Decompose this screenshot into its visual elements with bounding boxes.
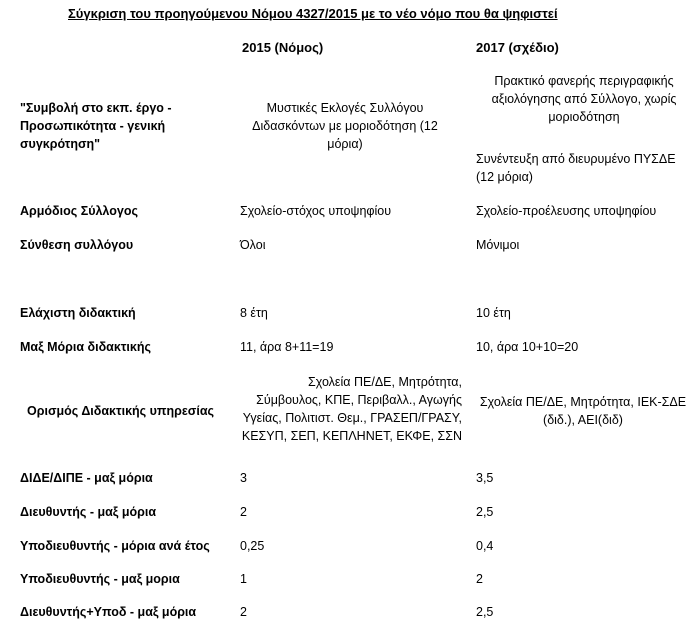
row-director-deputy-max-2015: 2 bbox=[240, 605, 247, 619]
row-min-teaching-2015: 8 έτη bbox=[240, 306, 268, 320]
row-label-responsible-council: Αρμόδιος Σύλλογος bbox=[20, 204, 138, 218]
row-label-teaching-service-definition: Ορισμός Διδακτικής υπηρεσίας bbox=[27, 404, 214, 418]
row-label-council-composition: Σύνθεση συλλόγου bbox=[20, 238, 134, 252]
column-header-2015: 2015 (Νόμος) bbox=[242, 40, 324, 55]
row-director-max-2017: 2,5 bbox=[476, 505, 494, 519]
row-contribution-2017-b: Συνέντευξη από διευρυμένο ΠΥΣΔΕ (12 μόρια) bbox=[476, 152, 676, 184]
row-teaching-service-definition-2015: Σχολεία ΠΕ/ΔΕ, Μητρότητα, Σύμβουλος, ΚΠΕ, Περιβαλλ., Αγωγής Υγείας, Πολιτιστ. Θεμ., ΓΡΑΣΕΠ/ΓΡΑΣΥ, ΚΕΣΥΠ, ΣΕΠ, ΚΕΠΛΗΝΕΤ, ΕΚΦΕ, ΣΣΝ bbox=[241, 375, 462, 443]
row-deputy-per-year-2017: 0,4 bbox=[476, 539, 494, 553]
row-deputy-max-2015: 1 bbox=[240, 572, 247, 586]
row-director-deputy-max-2017: 2,5 bbox=[476, 605, 494, 619]
row-deputy-per-year-2015: 0,25 bbox=[240, 539, 265, 553]
row-dide-dipe-max-2015: 3 bbox=[240, 471, 247, 485]
row-director-max-2015: 2 bbox=[240, 505, 247, 519]
row-label-contribution: "Συμβολή στο εκπ. έργο - Προσωπικότητα - γενική συγκρότηση" bbox=[20, 101, 172, 151]
row-contribution-2017-a: Πρακτικό φανερής περιγραφικής αξιολόγησης από Σύλλογο, χωρίς μοριοδότηση bbox=[491, 74, 677, 124]
row-council-composition-2015: Όλοι bbox=[240, 238, 266, 252]
row-deputy-max-2017: 2 bbox=[476, 572, 483, 586]
row-label-deputy-max: Υποδιευθυντής - μαξ μορια bbox=[20, 572, 180, 586]
row-council-composition-2017: Μόνιμοι bbox=[476, 238, 520, 252]
row-label-dide-dipe-max: ΔΙΔΕ/ΔΙΠΕ - μαξ μόρια bbox=[20, 471, 153, 485]
row-teaching-service-definition-2017: Σχολεία ΠΕ/ΔΕ, Μητρότητα, ΙΕΚ-ΣΔΕ (διδ.), ΑΕΙ(διδ) bbox=[479, 395, 687, 427]
row-max-teaching-points-2015: 11, άρα 8+11=19 bbox=[240, 340, 334, 354]
row-contribution-2015: Μυστικές Εκλογές Συλλόγου Διδασκόντων με μοριοδότηση (12 μόρια) bbox=[252, 101, 438, 151]
row-responsible-council-2017: Σχολείο-προέλευσης υποψηφίου bbox=[476, 204, 657, 218]
column-header-2017: 2017 (σχέδιο) bbox=[476, 40, 559, 55]
document-title: Σύγκριση του προηγούμενου Νόμου 4327/2015 με το νέο νόμο που θα ψηφιστεί bbox=[68, 6, 558, 21]
row-label-max-teaching-points: Μαξ Μόρια διδακτικής bbox=[20, 340, 151, 354]
row-max-teaching-points-2017: 10, άρα 10+10=20 bbox=[476, 340, 579, 354]
row-label-deputy-per-year: Υποδιευθυντής - μόρια ανά έτος bbox=[20, 539, 210, 553]
row-min-teaching-2017: 10 έτη bbox=[476, 306, 511, 320]
row-label-director-max: Διευθυντής - μαξ μόρια bbox=[20, 505, 157, 519]
row-label-min-teaching: Ελάχιστη διδακτική bbox=[20, 306, 136, 320]
row-responsible-council-2015: Σχολείο-στόχος υποψηφίου bbox=[240, 204, 392, 218]
row-label-director-deputy-max: Διευθυντής+Υποδ - μαξ μόρια bbox=[20, 605, 197, 619]
row-dide-dipe-max-2017: 3,5 bbox=[476, 471, 494, 485]
